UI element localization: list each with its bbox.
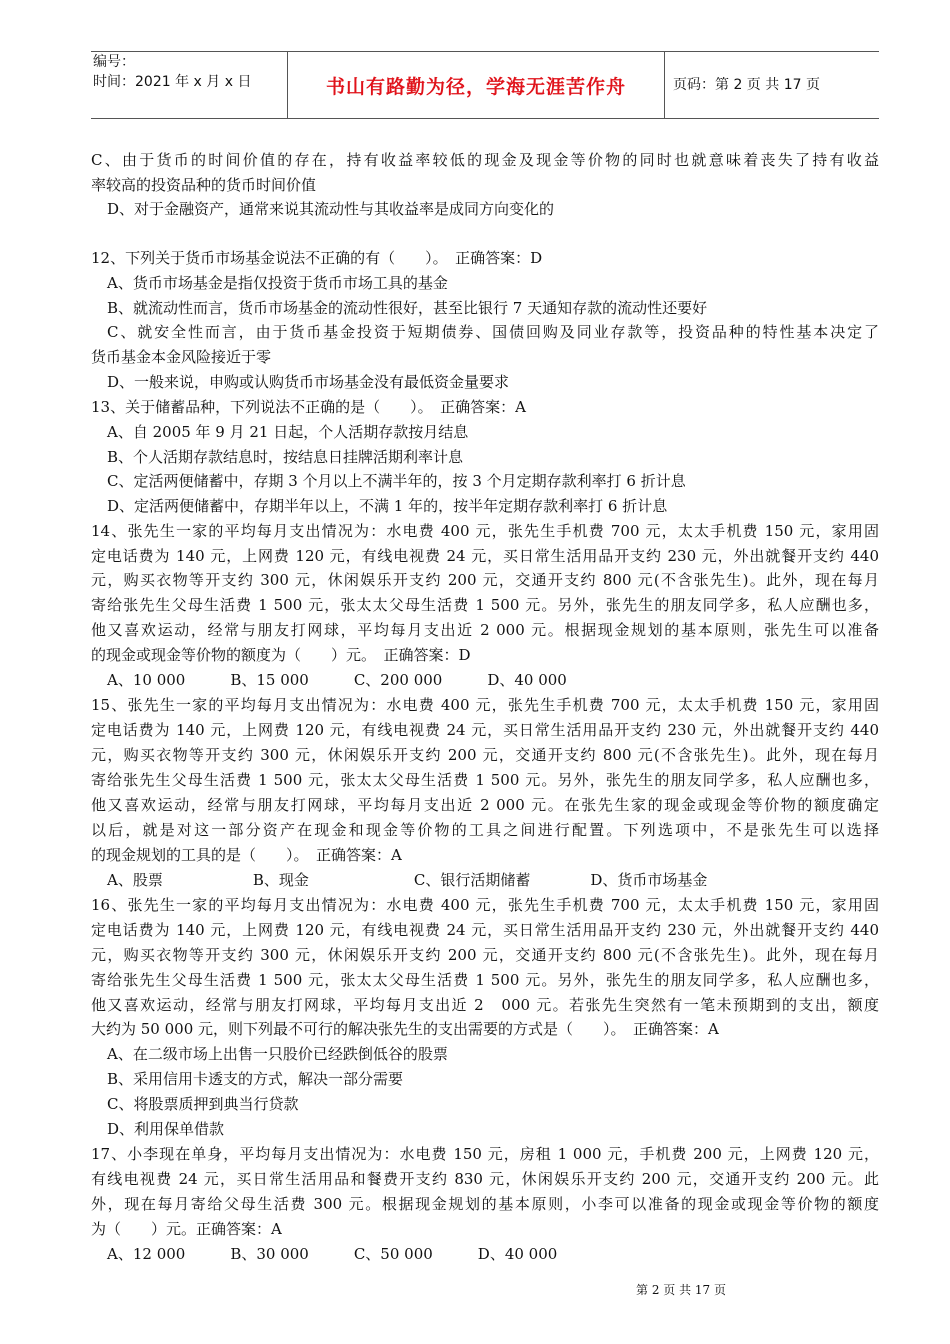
text-line: 定电话费为 140 元，上网费 120 元，有线电视费 24 元，买日常生活用品开支约 230 元，外出就餐开支约 440 (91, 547, 879, 565)
page-header (91, 51, 879, 119)
question-13: 13、关于储蓄品种，下列说法不正确的是（ ）。 正确答案：A (91, 398, 526, 416)
text-line: 的现金规划的工具的是（ ）。 正确答案：A (91, 846, 402, 864)
option-b: B、就流动性而言，货币市场基金的流动性很好，甚至比银行 7 天通知存款的流动性还要好 (107, 299, 708, 317)
options-row: A、12 000 B、30 000 C、50 000 D、40 000 (107, 1245, 558, 1263)
text-line: 他又喜欢运动，经常与朋友打网球，平均每月支出近 2 000 元。在张先生家的现金或现金等价物的额度确定 (91, 796, 879, 814)
text-line: 元，购买衣物等开支约 300 元，休闲娱乐开支约 200 元，交通开支约 800 元(不含张先生)。此外，现在每月 (91, 946, 879, 964)
option-b: B、采用信用卡透支的方式，解决一部分需要 (107, 1070, 404, 1088)
text-line: 元，购买衣物等开支约 300 元，休闲娱乐开支约 200 元，交通开支约 800 元(不含张先生)。此外，现在每月 (91, 571, 879, 589)
question-17: 17、小李现在单身，平均每月支出情况为：水电费 150 元，房租 1 000 元，手机费 200 元，上网费 120 元， (91, 1145, 879, 1163)
option-d: D、利用保单借款 (107, 1120, 225, 1138)
question-15: 15、张先生一家的平均每月支出情况为：水电费 400 元，张先生手机费 700 元，太太手机费 150 元，家用固 (91, 696, 879, 714)
question-14: 14、张先生一家的平均每月支出情况为：水电费 400 元，张先生手机费 700 元，太太手机费 150 元，家用固 (91, 522, 879, 540)
header-motto: 书山有路勤为径，学海无涯苦作舟 (325, 76, 626, 98)
text-line: 定电话费为 140 元，上网费 120 元，有线电视费 24 元，买日常生活用品开支约 230 元，外出就餐开支约 440 (91, 721, 879, 739)
header-page-number: 页码：第 2 页 共 17 页 (673, 77, 820, 93)
text-line: 大约为 50 000 元，则下列最不可行的解决张先生的支出需要的方式是（ ）。 正确答案：A (91, 1020, 719, 1038)
option-d: D、一般来说，申购或认购货币市场基金没有最低资金量要求 (107, 373, 510, 391)
text-line: C、由于货币的时间价值的存在，持有收益率较低的现金及现金等价物的同时也就意味着丧失了持有收益 (91, 151, 879, 169)
page-footer: 第 2 页 共 17 页 (636, 1283, 726, 1297)
text-line: 定电话费为 140 元，上网费 120 元，有线电视费 24 元，买日常生活用品开支约 230 元，外出就餐开支约 440 (91, 921, 879, 939)
text-line: 为（ ）元。正确答案：A (91, 1220, 282, 1238)
text-line: 有线电视费 24 元，买日常生活用品和餐费开支约 830 元，休闲娱乐开支约 200 元，交通开支约 200 元。此 (91, 1170, 879, 1188)
option-d: D、定活两便储蓄中，存期半年以上，不满 1 年的，按半年定期存款利率打 6 折计息 (107, 497, 668, 515)
text-line: 寄给张先生父母生活费 1 500 元，张太太父母生活费 1 500 元。另外，张先生的朋友同学多，私人应酬也多， (91, 971, 879, 989)
text-line: 的现金或现金等价物的额度为（ ）元。 正确答案：D (91, 646, 471, 664)
question-12: 12、下列关于货币市场基金说法不正确的有（ ）。 正确答案：D (91, 249, 543, 267)
text-line: D、对于金融资产，通常来说其流动性与其收益率是成同方向变化的 (107, 200, 555, 218)
option-c: C、定活两便储蓄中，存期 3 个月以上不满半年的，按 3 个月定期存款利率打 6 折计息 (107, 472, 686, 490)
options-row: A、股票 B、现金 C、银行活期储蓄 D、货币市场基金 (107, 871, 708, 889)
text-line: 率较高的投资品种的货币时间价值 (91, 176, 317, 194)
document-number-label: 编号： (93, 54, 135, 70)
option-a: A、自 2005 年 9 月 21 日起，个人活期存款按月结息 (107, 423, 469, 441)
options-row: A、10 000 B、15 000 C、200 000 D、40 000 (107, 671, 567, 689)
header-meta (91, 52, 287, 118)
option-b: B、个人活期存款结息时，按结息日挂牌活期利率计息 (107, 448, 464, 466)
text-line: 寄给张先生父母生活费 1 500 元，张太太父母生活费 1 500 元。另外，张先生的朋友同学多，私人应酬也多， (91, 771, 879, 789)
option-c: C、将股票质押到典当行贷款 (107, 1095, 299, 1113)
text-line: 他又喜欢运动，经常与朋友打网球，平均每月支出近 2 000 元。若张先生突然有一笔未预期到的支出，额度 (91, 996, 879, 1014)
question-16: 16、张先生一家的平均每月支出情况为：水电费 400 元，张先生手机费 700 元，太太手机费 150 元，家用固 (91, 896, 879, 914)
text-line: 元，购买衣物等开支约 300 元，休闲娱乐开支约 200 元，交通开支约 800 元(不含张先生)。此外，现在每月 (91, 746, 879, 764)
header-motto-cell (287, 52, 665, 118)
option-a: A、货币市场基金是指仅投资于货币市场工具的基金 (107, 274, 448, 292)
option-c: C、就安全性而言，由于货币基金投资于短期债券、国债回购及同业存款等，投资品种的特性基本决定了 (107, 323, 879, 341)
option-a: A、在二级市场上出售一只股价已经跌倒低谷的股票 (107, 1045, 448, 1063)
text-line: 外，现在每月寄给父母生活费 300 元。根据现金规划的基本原则，小李可以准备的现金或现金等价物的额度 (91, 1195, 879, 1213)
text-line: 他又喜欢运动，经常与朋友打网球，平均每月支出近 2 000 元。根据现金规划的基本原则，张先生可以准备 (91, 621, 879, 639)
text-line: 以后，就是对这一部分资产在现金和现金等价物的工具之间进行配置。下列选项中，不是张先生可以选择 (91, 821, 879, 839)
text-line: 货币基金本金风险接近于零 (91, 348, 272, 366)
document-time-label: 时间：2021 年 x 月 x 日 (93, 74, 252, 90)
text-line: 寄给张先生父母生活费 1 500 元，张太太父母生活费 1 500 元。另外，张先生的朋友同学多，私人应酬也多， (91, 596, 879, 614)
